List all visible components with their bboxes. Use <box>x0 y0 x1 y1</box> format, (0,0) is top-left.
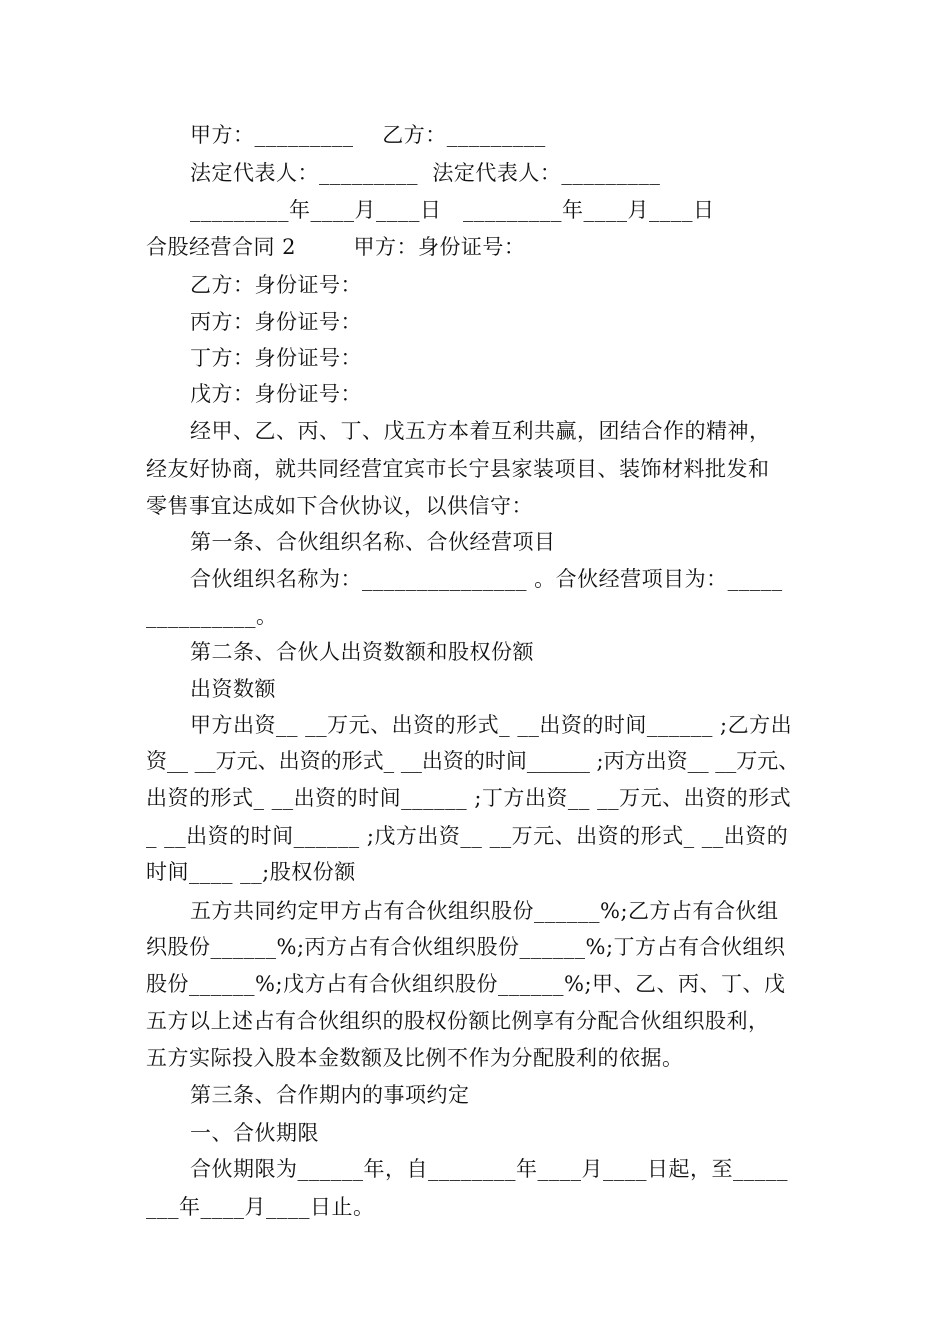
party-line: 甲方：_________ 乙方：_________ <box>190 123 546 147</box>
paragraph-line: 零售事宜达成如下合伙协议，以供信守： <box>146 494 533 518</box>
paragraph-line: __________。 <box>146 604 278 628</box>
representative-line: 法定代表人：_________ 法定代表人：_________ <box>190 161 661 185</box>
paragraph-line: 股份______%;戊方占有合伙组织股份______%;甲、乙、丙、丁、戊 <box>146 972 786 996</box>
paragraph-line: 五方实际投入股本金数额及比例不作为分配股利的依据。 <box>146 1046 684 1070</box>
party-id-line: 乙方：身份证号： <box>190 273 362 297</box>
paragraph-line: 出资的形式_ __出资的时间______ ;丁方出资__ __万元、出资的形式 <box>146 786 792 810</box>
paragraph-line: ___年____月____日止。 <box>146 1195 375 1219</box>
party-id-line: 丙方：身份证号： <box>190 310 362 334</box>
contract-title-line: 合股经营合同 2 甲方：身份证号： <box>146 235 526 259</box>
paragraph-line: 经友好协商，就共同经营宜宾市长宁县家装项目、装饰材料批发和 <box>146 457 770 481</box>
paragraph-line: 合伙期限为______年，自________年____月____日起，至_____ <box>190 1157 788 1181</box>
paragraph-line: 织股份______%;丙方占有合伙组织股份______%;丁方占有合伙组织 <box>146 935 786 959</box>
paragraph-line: 五方共同约定甲方占有合伙组织股份______%;乙方占有合伙组 <box>190 899 779 923</box>
party-id-line: 丁方：身份证号： <box>190 346 362 370</box>
article-heading: 第一条、合伙组织名称、合伙经营项目 <box>190 530 556 554</box>
paragraph-line: 甲方出资__ __万元、出资的形式_ __出资的时间______ ;乙方出 <box>190 713 793 737</box>
paragraph-line: 合伙组织名称为：_______________ 。合伙经营项目为：_____ <box>190 567 783 591</box>
paragraph-line: _ __出资的时间______ ;戊方出资__ __万元、出资的形式_ __出资的 <box>146 824 789 848</box>
article-heading: 第二条、合伙人出资数额和股权份额 <box>190 640 534 664</box>
article-heading: 第三条、合作期内的事项约定 <box>190 1083 470 1107</box>
paragraph-line: 时间____ __;股权份额 <box>146 860 356 884</box>
paragraph-line: 经甲、乙、丙、丁、戊五方本着互利共赢，团结合作的精神， <box>190 419 771 443</box>
date-line: _________年____月____日 _________年____月____日 <box>190 198 715 222</box>
paragraph-line: 五方以上述占有合伙组织的股权份额比例享有分配合伙组织股利， <box>146 1009 770 1033</box>
party-id-line: 戊方：身份证号： <box>190 382 362 406</box>
subheading: 出资数额 <box>190 677 276 701</box>
paragraph-line: 资__ __万元、出资的形式_ __出资的时间______ ;丙方出资__ __万元、 <box>146 749 800 773</box>
subheading: 一、合伙期限 <box>190 1121 319 1145</box>
